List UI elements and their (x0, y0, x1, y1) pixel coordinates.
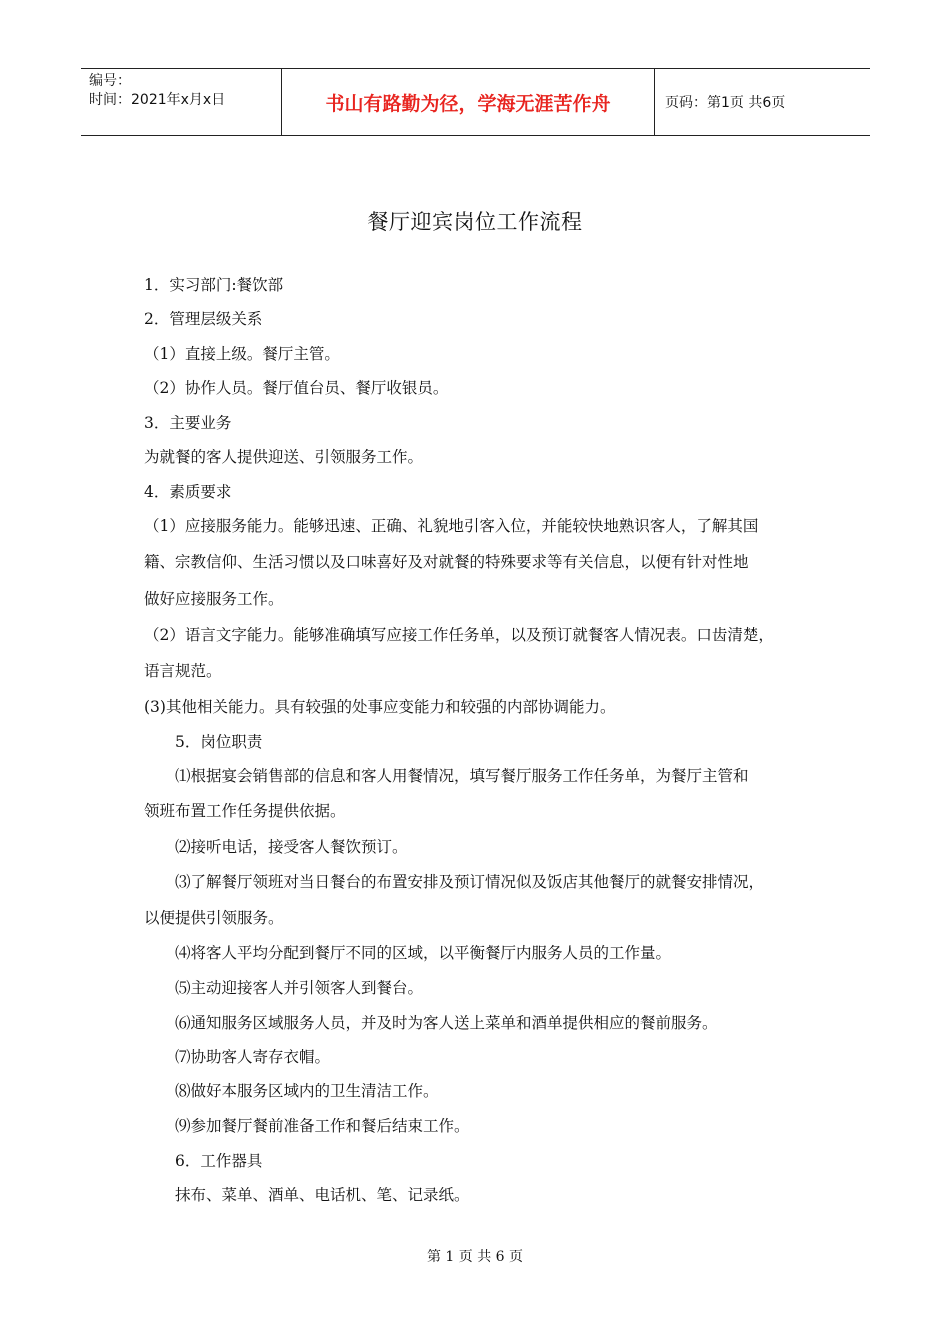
body-line: 2．管理层级关系 (144, 310, 263, 328)
page-footer: 第 1 页 共 6 页 (426, 1249, 524, 1265)
body-line: 4．素质要求 (144, 483, 232, 501)
page-label: 页码：第1页 共6页 (665, 95, 786, 111)
body-line: 6．工作器具 (175, 1152, 263, 1170)
body-line: 为就餐的客人提供迎送、引领服务工作。 (144, 448, 424, 466)
body-line: (3)其他相关能力。具有较强的处事应变能力和较强的内部协调能力。 (144, 698, 616, 716)
body-line: （1）应接服务能力。能够迅速、正确、礼貌地引客入位，并能较快地熟识客人，了解其国 (144, 517, 759, 535)
body-line: 1．实习部门:餐饮部 (144, 276, 284, 294)
body-line: ⑼参加餐厅餐前准备工作和餐后结束工作。 (175, 1117, 470, 1135)
body-line: 5．岗位职责 (175, 733, 263, 751)
body-line: ⑹通知服务区域服务人员，并及时为客人送上菜单和酒单提供相应的餐前服务。 (175, 1014, 718, 1032)
body-line: ⑷将客人平均分配到餐厅不同的区域，以平衡餐厅内服务人员的工作量。 (175, 944, 672, 962)
document-title: 餐厅迎宾岗位工作流程 (367, 210, 583, 234)
body-line: 抹布、菜单、酒单、电话机、笔、记录纸。 (175, 1186, 470, 1204)
body-line: 语言规范。 (144, 662, 222, 680)
body-line: ⑻做好本服务区域内的卫生清洁工作。 (175, 1082, 439, 1100)
body-line: 以便提供引领服务。 (144, 909, 284, 927)
date-label: 时间：2021年x月x日 (89, 92, 226, 108)
body-line: （2）协作人员。餐厅值台员、餐厅收银员。 (144, 379, 449, 397)
body-line: ⑴根据宴会销售部的信息和客人用餐情况，填写餐厅服务工作任务单，为餐厅主管和 (175, 767, 749, 785)
body-line: 领班布置工作任务提供依据。 (144, 802, 346, 820)
body-line: （2）语言文字能力。能够准确填写应接工作任务单，以及预订就餐客人情况表。口齿清楚， (144, 626, 774, 644)
body-line: 3．主要业务 (144, 414, 232, 432)
body-line: ⑸主动迎接客人并引领客人到餐台。 (175, 979, 424, 997)
body-line: ⑺协助客人寄存衣帽。 (175, 1048, 331, 1066)
motto: 书山有路勤为径，学海无涯苦作舟 (282, 69, 655, 135)
body-line: ⑵接听电话，接受客人餐饮预订。 (175, 838, 408, 856)
body-line: 做好应接服务工作。 (144, 590, 284, 608)
body-line: ⑶了解餐厅领班对当日餐台的布置安排及预订情况似及饭店其他餐厅的就餐安排情况， (175, 873, 765, 891)
body-line: （1）直接上级。餐厅主管。 (144, 345, 340, 363)
number-label: 编号： (89, 73, 131, 89)
body-line: 籍、宗教信仰、生活习惯以及口味喜好及对就餐的特殊要求等有关信息，以便有针对性地 (144, 553, 749, 571)
